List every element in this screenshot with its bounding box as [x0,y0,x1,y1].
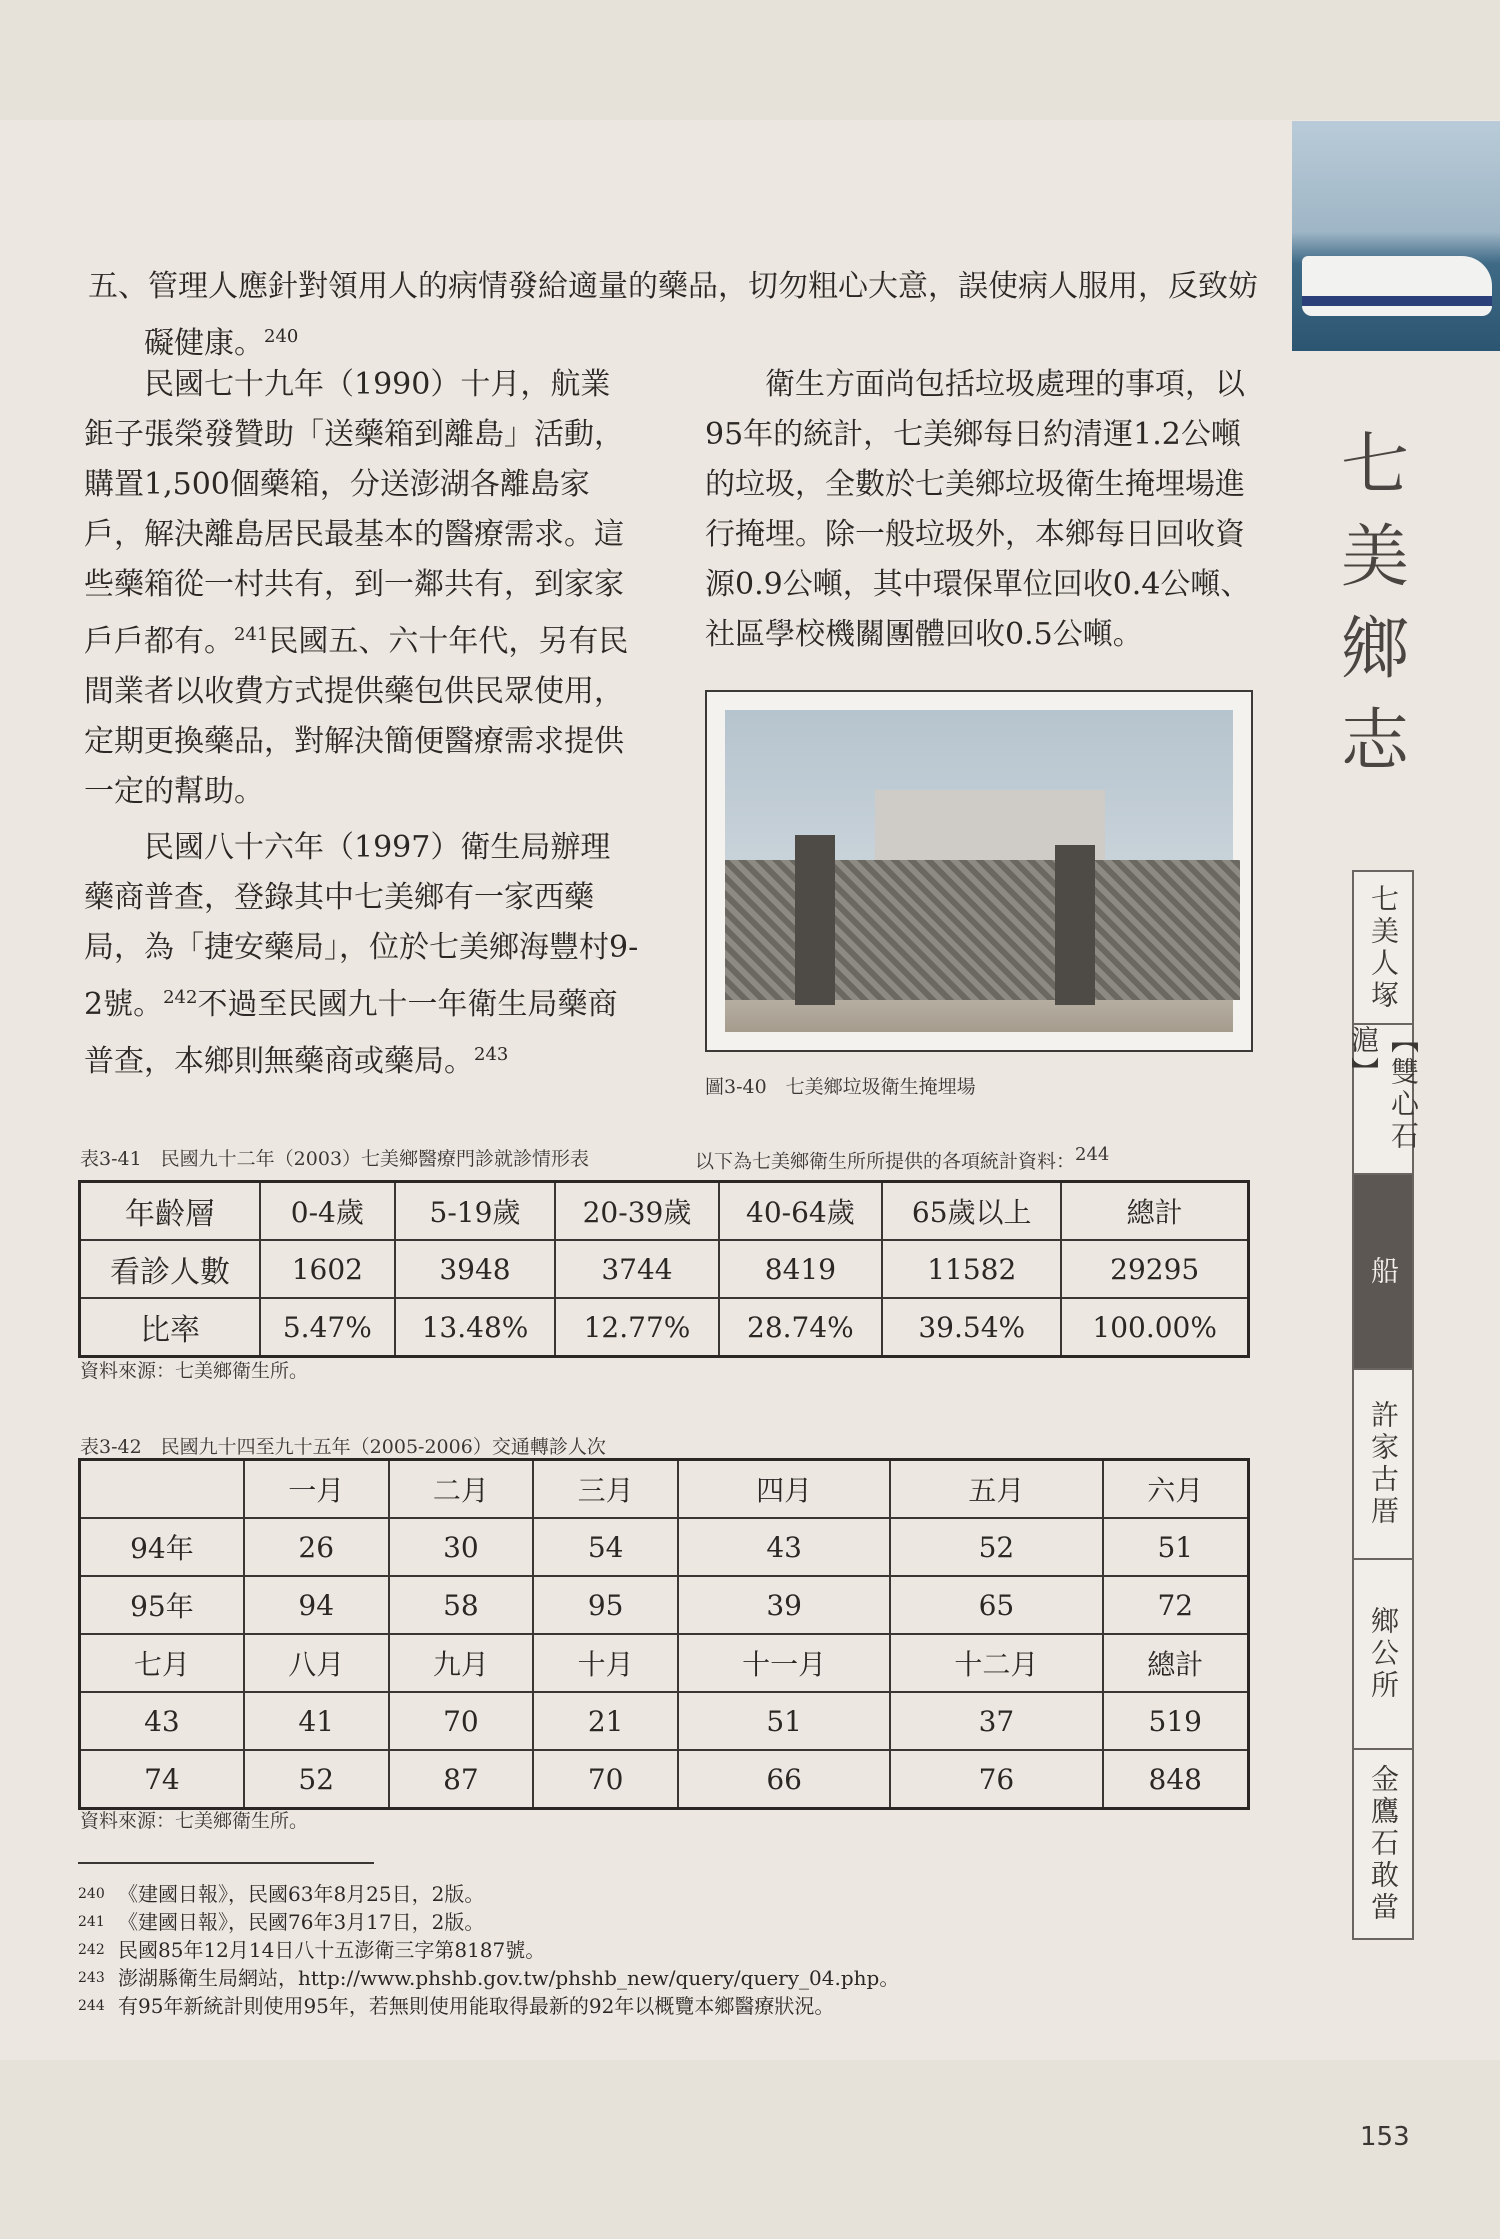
table-cell: 11582 [882,1240,1061,1298]
book-title-seal: 七美鄉志 [1340,426,1409,781]
table-cell: 95 [533,1576,678,1634]
table-cell: 二月 [389,1460,534,1519]
table-cell: 十月 [533,1634,678,1692]
left-column [84,360,640,1087]
table-cell: 26 [244,1518,389,1576]
footnote-item: 241 《建國日報》，民國76年3月17日，2版。 [78,1910,485,1934]
table-cell: 五月 [890,1460,1102,1519]
table-cell: 八月 [244,1634,389,1692]
table-cell: 94年 [80,1518,244,1576]
footnote-divider [78,1862,374,1864]
footnote-item: 244 有95年新統計則使用95年，若無則使用能取得最新的92年以概覽本鄉醫療狀況。 [78,1994,835,2018]
table-cell: 74 [80,1750,244,1809]
table-cell: 94 [244,1576,389,1634]
table-cell: 95年 [80,1576,244,1634]
table-cell: 30 [389,1518,534,1576]
table-cell: 40-64歲 [719,1182,882,1241]
table-cell [80,1460,244,1519]
footnote-ref[interactable]: 240 [264,326,299,347]
cloud-header-decoration [0,0,1500,120]
table-cell: 四月 [678,1460,890,1519]
right-column [705,360,1261,660]
paragraph-waste-disposal: 衛生方面尚包括垃圾處理的事項，以95年的統計，七美鄉每日約清運1.2公噸的垃圾，全數於七美鄉垃圾衛生掩埋場進行掩埋。除一般垃圾外，本鄉每日回收資源0.9公噸，其中環保單位回收0.4公噸、社區學校機關團體回收0.5公噸。 [705,367,1251,652]
table-cell: 72 [1103,1576,1249,1634]
table-cell: 51 [678,1692,890,1750]
table-cell: 848 [1103,1750,1249,1809]
table-row [80,1576,1249,1634]
table-row [80,1460,1249,1519]
tab-township-office[interactable]: 鄉公所 [1352,1560,1414,1750]
table-cell: 5.47% [260,1298,395,1357]
table-cell: 總計 [1103,1634,1249,1692]
table-cell: 3948 [395,1240,556,1298]
table-cell: 70 [533,1750,678,1809]
table-cell: 比率 [80,1298,260,1357]
table-cell: 0-4歲 [260,1182,395,1241]
table-cell: 一月 [244,1460,389,1519]
tab-boat[interactable]: 船 [1352,1175,1414,1370]
table-cell: 87 [389,1750,534,1809]
table-cell: 總計 [1061,1182,1248,1241]
table-3-42 [78,1458,1250,1810]
landfill-photo [705,690,1253,1052]
table-cell: 六月 [1103,1460,1249,1519]
table-cell: 43 [678,1518,890,1576]
table-cell: 十二月 [890,1634,1102,1692]
chapter-tabs [1347,870,1420,1940]
table-cell: 52 [890,1518,1102,1576]
footnote-item: 240 《建國日報》，民國63年8月25日，2版。 [78,1882,485,1906]
table-cell: 29295 [1061,1240,1248,1298]
table-cell: 39 [678,1576,890,1634]
table-row [80,1240,1249,1298]
table-cell: 年齡層 [80,1182,260,1241]
table-3-41-caption: 表3-41 民國九十二年（2003）七美鄉醫療門診就診情形表 [80,1148,590,1170]
table-cell: 41 [244,1692,389,1750]
table-row [80,1298,1249,1357]
table-cell: 七月 [80,1634,244,1692]
tab-twin-hearts-weir[interactable]: 【雙心石滬】 [1352,1025,1414,1175]
table-cell: 54 [533,1518,678,1576]
paragraph-medicine-boxes: 民國七十九年（1990）十月，航業鉅子張榮發贊助「送藥箱到離島」活動，購置1,500個藥箱，分送澎湖各離島家戶，解決離島居民最基本的醫療需求。這些藥箱從一村共有，到一鄰共有，到家家戶戶都有。$^{241}$民國五、六十年代，另有民間業者以收費方式提供藥包供民眾使用，定期更換藥品，對解決簡便醫療需求提供一定的幫助。 [84,367,629,809]
table-cell: 十一月 [678,1634,890,1692]
table-cell: 28.74% [719,1298,882,1357]
table-cell: 58 [389,1576,534,1634]
tab-eagle-stone[interactable]: 金鷹石敢當 [1352,1750,1414,1940]
table-cell: 51 [1103,1518,1249,1576]
gate-pillar-left [795,835,835,1005]
table-cell: 3744 [555,1240,718,1298]
ferry-hull [1302,256,1492,316]
table-cell: 65 [890,1576,1102,1634]
landfill-scene [725,710,1233,1032]
footnote-item: 242 民國85年12月14日八十五澎衛三字第8187號。 [78,1938,546,1962]
wave-footer-decoration [0,2060,1500,2239]
table-cell: 21 [533,1692,678,1750]
table-cell: 13.48% [395,1298,556,1357]
table-cell: 519 [1103,1692,1249,1750]
table-cell: 37 [890,1692,1102,1750]
table-3-42-source: 資料來源：七美鄉衛生所。 [80,1810,309,1832]
ferry-photo [1292,121,1500,351]
footnote-item: 243 澎湖縣衛生局網站，http://www.phshb.gov.tw/phshb_new/query/query_04.php。 [78,1966,900,1990]
table-cell: 看診人數 [80,1240,260,1298]
table-cell: 20-39歲 [555,1182,718,1241]
table-cell: 12.77% [555,1298,718,1357]
regulation-item-5 [88,262,1268,369]
stats-intro: 以下為七美鄉衛生所所提供的各項統計資料：$^{244}$ [695,1144,1110,1173]
table-row [80,1692,1249,1750]
gate-pillar-right [1055,845,1095,1005]
table-cell: 52 [244,1750,389,1809]
tab-qimei-tomb[interactable]: 七美人塚 [1352,870,1414,1025]
table-cell: 43 [80,1692,244,1750]
table-row [80,1634,1249,1692]
table-cell: 66 [678,1750,890,1809]
footnote-ref[interactable]: 244 [1075,1144,1110,1165]
table-cell: 8419 [719,1240,882,1298]
ferry-stripe [1302,296,1492,306]
paragraph-pharmacy-survey: 民國八十六年（1997）衛生局辦理藥商普查，登錄其中七美鄉有一家西藥局，為「捷安藥局」，位於七美鄉海豐村9-2號。$^{242}$不過至民國九十一年衛生局藥商普查，本鄉則無藥商或藥局。$^{243}$ [84,830,639,1079]
table-header-row [80,1182,1249,1241]
table-cell: 70 [389,1692,534,1750]
table-cell: 九月 [389,1634,534,1692]
item5-line1: 五、管理人應針對領用人的病情發給適量的藥品，切勿粗心大意，誤使病人服用，反致妨 [88,269,1258,304]
table-cell: 三月 [533,1460,678,1519]
table-3-41 [78,1180,1250,1358]
table-cell: 1602 [260,1240,395,1298]
page-number: 153 [1360,2122,1410,2152]
figure-caption: 圖3-40 七美鄉垃圾衛生掩埋場 [705,1076,976,1098]
footnote-ref[interactable]: 243 [474,1044,509,1065]
table-cell: 39.54% [882,1298,1061,1357]
table-3-41-source: 資料來源：七美鄉衛生所。 [80,1360,309,1382]
footnote-ref[interactable]: 242 [163,987,198,1008]
table-row [80,1518,1249,1576]
tab-hsu-house[interactable]: 許家古厝 [1352,1370,1414,1560]
footnote-ref[interactable]: 241 [234,624,269,645]
table-cell: 65歲以上 [882,1182,1061,1241]
table-cell: 100.00% [1061,1298,1248,1357]
table-cell: 76 [890,1750,1102,1809]
table-3-42-caption: 表3-42 民國九十四至九十五年（2005-2006）交通轉診人次 [80,1436,606,1458]
table-cell: 5-19歲 [395,1182,556,1241]
table-row [80,1750,1249,1809]
footnotes [78,1880,1178,2020]
item5-line2: 礙健康。$^{240}$ [144,326,299,361]
